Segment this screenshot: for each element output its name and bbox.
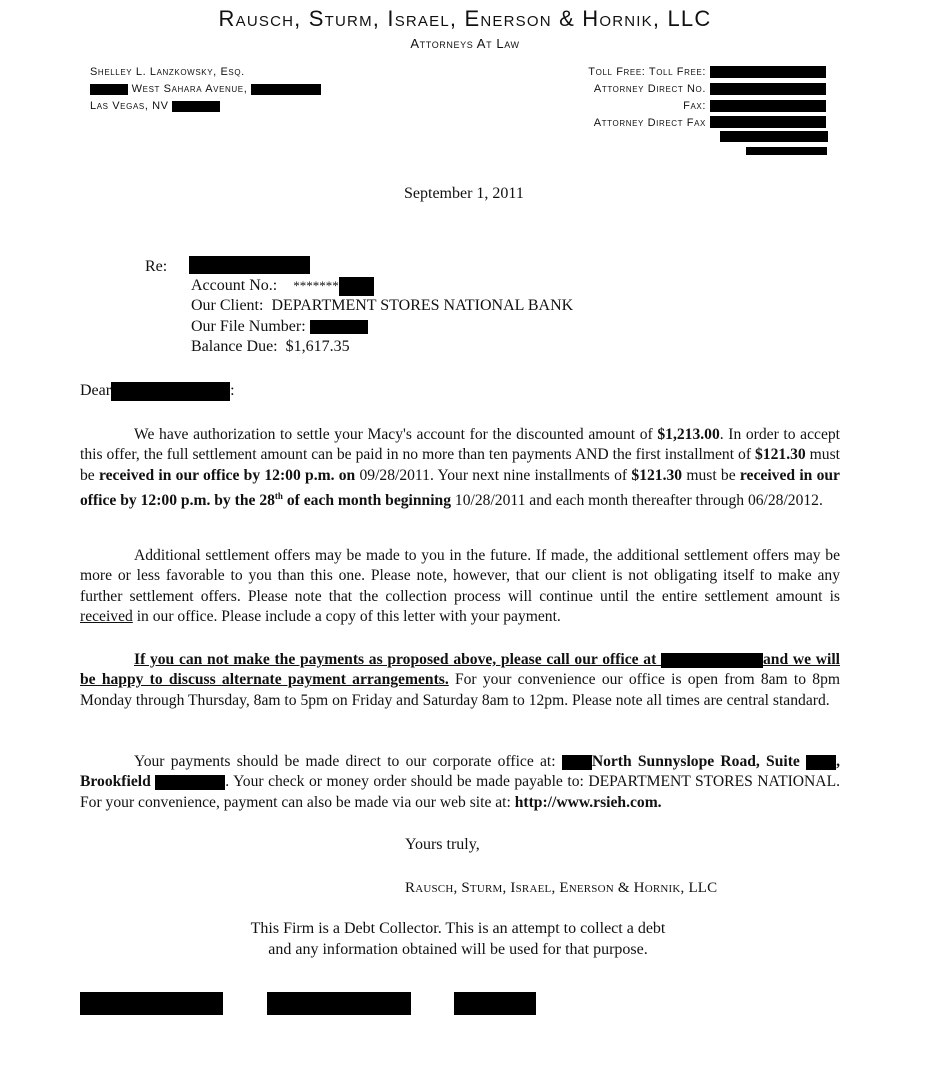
account-line bbox=[191, 276, 573, 296]
balance-line bbox=[191, 337, 573, 357]
salutation-suffix: : bbox=[230, 382, 235, 400]
contact-labels-block bbox=[588, 64, 706, 132]
address-city: Las Vegas, NV bbox=[90, 100, 169, 112]
redacted-account-number bbox=[339, 277, 374, 296]
website-link[interactable]: http://www.rsieh.com. bbox=[514, 793, 662, 811]
attorney-name: Shelley L. Lanzkowsky, Esq. bbox=[90, 66, 245, 78]
toll-free-label: Toll Free: Toll Free: bbox=[588, 66, 706, 78]
payment-arrangements-paragraph bbox=[80, 650, 840, 711]
attorney-direct-fax-label: Attorney Direct Fax bbox=[593, 117, 706, 129]
redacted-footer-2 bbox=[267, 992, 411, 1015]
received-underlined: received bbox=[80, 607, 133, 625]
debt-collector-disclaimer bbox=[0, 918, 916, 960]
address-street-line bbox=[90, 81, 321, 98]
para2-text-2: in our office. Please include a copy of this letter with your payment. bbox=[132, 607, 561, 625]
redacted-direct-number bbox=[710, 83, 826, 95]
monthly-deadline-part-1: received in our office by 12:00 p.m. by the 28 bbox=[80, 466, 840, 510]
redacted-office-phone bbox=[661, 653, 763, 668]
para1-text-3: must be bbox=[80, 446, 840, 484]
file-number-line bbox=[191, 317, 573, 337]
redacted-fax bbox=[710, 100, 826, 112]
para4-text-2: . Your check or money order should be made payable to: DEPARTMENT STORES NATIONAL. For your convenience, payment can also be made via our web site at: bbox=[80, 773, 840, 811]
client-label: Our Client: bbox=[191, 297, 264, 315]
additional-offers-paragraph bbox=[80, 546, 840, 627]
attorney-direct-label: Attorney Direct No. bbox=[593, 83, 706, 95]
redacted-contact-extra-1 bbox=[720, 131, 828, 142]
closing: Yours truly, bbox=[405, 836, 480, 853]
redacted-footer-3 bbox=[454, 992, 536, 1015]
redacted-footer-1 bbox=[80, 992, 223, 1015]
reference-details bbox=[191, 276, 573, 357]
address-city-line bbox=[90, 98, 321, 115]
file-number-label: Our File Number: bbox=[191, 317, 306, 335]
redacted-recipient-name bbox=[111, 382, 230, 401]
fax-label: Fax: bbox=[683, 100, 706, 112]
redacted-direct-fax bbox=[710, 116, 826, 128]
redacted-file-number bbox=[310, 320, 368, 334]
first-installment-amount: $121.30 bbox=[755, 446, 806, 464]
client-line bbox=[191, 296, 573, 316]
redacted-suite-number bbox=[806, 755, 836, 770]
salutation-prefix: Dear bbox=[80, 382, 112, 400]
disclaimer-line-1: This Firm is a Debt Collector. This is an attempt to collect a debt bbox=[250, 920, 666, 937]
signature-block bbox=[405, 880, 717, 897]
para1-text-2: . In order to accept this offer, the full settlement amount can be paid in no more than ten payments AND the first installment of bbox=[80, 426, 840, 464]
re-label: Re: bbox=[145, 258, 168, 275]
para1-text-1: We have authorization to settle your Macy's account for the discounted amount of bbox=[134, 426, 658, 443]
redacted-zip bbox=[172, 101, 220, 112]
corporate-street: North Sunnyslope Road, Suite bbox=[591, 753, 800, 770]
redacted-suite bbox=[251, 84, 321, 95]
firm-name: Rausch, Sturm, Israel, Enerson & Hornik, LLC bbox=[218, 6, 712, 31]
para4-text-1: Your payments should be made direct to our corporate office at: bbox=[134, 753, 562, 770]
client-value: DEPARTMENT STORES NATIONAL BANK bbox=[271, 297, 574, 315]
payment-address-paragraph bbox=[80, 752, 840, 813]
para2-text-1: Additional settlement offers may be made to you in the future. If made, the additional settlement offers may be more or less favorable to you than this one. Please note, however, that our client is not obligating itself to make any further settlement offers. Please note that the collection process will continue until the entire settlement amount is bbox=[80, 547, 840, 605]
salutation bbox=[80, 382, 235, 401]
office-hours-text: For your convenience our office is open from 8am to 8pm Monday through Thursday, 8am to 5pm on Friday and Saturday 8am to 12pm. Please note all times are central standard. bbox=[80, 671, 840, 709]
ordinal-suffix: th bbox=[274, 490, 283, 501]
corporate-city: , Brookfield bbox=[80, 753, 840, 791]
redacted-corporate-zip bbox=[155, 775, 225, 790]
balance-value: $1,617.35 bbox=[285, 337, 350, 355]
disclaimer-line-2: and any information obtained will be used for that purpose. bbox=[268, 941, 648, 958]
redacted-toll-free bbox=[710, 66, 826, 78]
next-installment-amount: $121.30 bbox=[631, 466, 683, 484]
account-label: Account No.: bbox=[191, 277, 278, 294]
balance-label: Balance Due: bbox=[191, 337, 278, 355]
redacted-contact-extra-2 bbox=[746, 147, 827, 155]
redacted-street-number-corporate bbox=[562, 755, 592, 770]
first-deadline-text: received in our office by 12:00 p.m. on bbox=[98, 466, 356, 484]
signature-firm-name: Rausch, Sturm, Israel, Enerson & Hornik, LLC bbox=[405, 880, 718, 896]
call-office-text: If you can not make the payments as proposed above, please call our office at bbox=[134, 651, 661, 668]
settlement-amount: $1,213.00 bbox=[657, 426, 720, 443]
attorney-address-block bbox=[90, 64, 321, 115]
alternate-arrangements-text: and we will be happy to discuss alternate payment arrangements. bbox=[80, 651, 840, 689]
letter-date: September 1, 2011 bbox=[404, 185, 524, 202]
redacted-debtor-name bbox=[189, 256, 310, 274]
para1-text-6: 10/28/2011 and each month thereafter through 06/28/2012. bbox=[451, 492, 823, 510]
firm-subtitle: Attorneys At Law bbox=[410, 36, 520, 51]
address-street: West Sahara Avenue, bbox=[131, 83, 248, 95]
monthly-deadline-part-2: of each month beginning bbox=[282, 492, 452, 510]
redacted-street-number bbox=[90, 84, 128, 95]
account-mask: ******* bbox=[293, 278, 339, 293]
settlement-offer-paragraph bbox=[80, 425, 840, 511]
para1-text-5: must be bbox=[682, 466, 740, 484]
para1-text-4: 09/28/2011. Your next nine installments of bbox=[355, 466, 632, 484]
